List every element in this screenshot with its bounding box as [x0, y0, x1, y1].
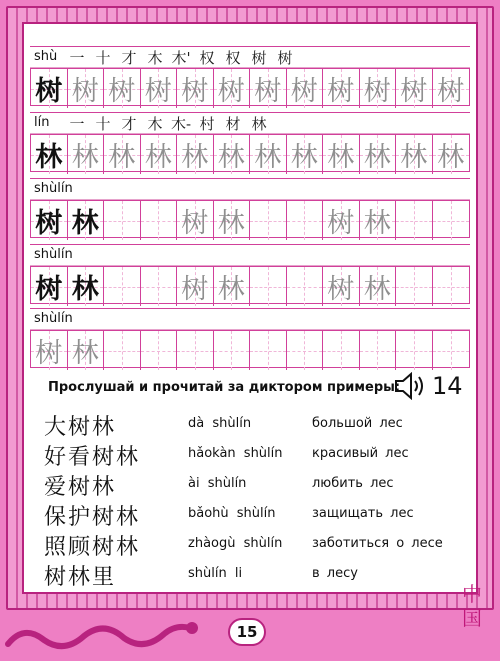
grid-cell[interactable]	[31, 135, 68, 174]
stroke-step: 林	[251, 115, 267, 133]
practice-character: 树	[144, 76, 172, 107]
practice-character: 林	[437, 142, 465, 173]
practice-character: 树	[181, 76, 209, 107]
character-grid	[30, 68, 470, 106]
grid-cell[interactable]	[104, 135, 141, 174]
grid-cell[interactable]	[214, 201, 251, 240]
practice-character: 林	[71, 208, 99, 239]
practice-character: 树	[35, 208, 63, 239]
grid-cell[interactable]	[68, 135, 105, 174]
page-number: 15	[228, 618, 266, 646]
grid-cell[interactable]	[323, 267, 360, 306]
grid-cell[interactable]	[250, 135, 287, 174]
practice-character: 林	[144, 142, 172, 173]
example-hanzi: 照顾树林	[44, 535, 141, 560]
grid-cell[interactable]	[68, 331, 105, 370]
grid-cell[interactable]	[396, 331, 433, 370]
stroke-step: 木'	[171, 49, 191, 67]
practice-character: 林	[400, 142, 428, 173]
grid-cell[interactable]	[360, 201, 397, 240]
stroke-order	[66, 47, 296, 69]
practice-character: 树	[327, 76, 355, 107]
practice-character: 树	[108, 76, 136, 107]
instruction-text: Прослушай и прочитай за диктором примеры:	[48, 380, 401, 395]
dragon-decoration	[4, 614, 204, 658]
grid-cell[interactable]	[177, 69, 214, 108]
practice-character: 林	[327, 142, 355, 173]
character-grid	[30, 330, 470, 368]
practice-character: 林	[71, 274, 99, 305]
grid-cell[interactable]	[214, 331, 251, 370]
practice-character: 树	[290, 76, 318, 107]
grid-cell[interactable]	[31, 69, 68, 108]
stroke-step: 树	[277, 49, 293, 67]
stroke-step: 十	[95, 115, 111, 133]
grid-cell[interactable]	[104, 69, 141, 108]
grid-cell[interactable]	[360, 267, 397, 306]
grid-cell[interactable]	[360, 69, 397, 108]
practice-character: 树	[181, 208, 209, 239]
grid-cell[interactable]	[323, 331, 360, 370]
grid-cell[interactable]	[323, 201, 360, 240]
grid-cell[interactable]	[104, 201, 141, 240]
stroke-step: 十	[95, 49, 111, 67]
pinyin-line	[30, 112, 470, 134]
row-pinyin: shù	[34, 49, 58, 64]
stroke-step: 木	[147, 49, 163, 67]
practice-character: 树	[35, 76, 63, 107]
example-pinyin: zhàogù shùlín	[188, 536, 283, 551]
grid-cell[interactable]	[287, 331, 324, 370]
grid-cell[interactable]	[31, 267, 68, 306]
grid-cell[interactable]	[31, 201, 68, 240]
practice-character: 树	[254, 76, 282, 107]
grid-cell[interactable]	[141, 331, 178, 370]
grid-cell[interactable]	[396, 201, 433, 240]
speaker-icon	[394, 372, 428, 400]
practice-character: 树	[35, 274, 63, 305]
grid-cell[interactable]	[250, 267, 287, 306]
example-row	[44, 470, 464, 500]
grid-cell[interactable]	[287, 201, 324, 240]
pinyin-line	[30, 178, 470, 200]
audio-track-number: 14	[432, 372, 463, 400]
example-pinyin: shùlín li	[188, 566, 243, 581]
example-russian: любить лес	[312, 476, 394, 491]
grid-cell[interactable]	[250, 201, 287, 240]
practice-character: 林	[363, 142, 391, 173]
pinyin-line	[30, 308, 470, 330]
grid-cell[interactable]	[68, 69, 105, 108]
grid-cell[interactable]	[250, 69, 287, 108]
stroke-step: 才	[121, 115, 137, 133]
example-row	[44, 530, 464, 560]
practice-character: 树	[400, 76, 428, 107]
grid-cell[interactable]	[396, 267, 433, 306]
grid-cell[interactable]	[250, 331, 287, 370]
stroke-step: 木-	[170, 115, 192, 133]
stroke-step: 村	[199, 115, 215, 133]
grid-cell[interactable]	[433, 267, 470, 306]
example-pinyin: dà shùlín	[188, 416, 252, 431]
grid-cell[interactable]	[396, 69, 433, 108]
practice-character: 林	[363, 274, 391, 305]
stroke-step: 一	[69, 115, 85, 133]
example-russian: большой лес	[312, 416, 403, 431]
stroke-step: 一	[69, 49, 85, 67]
grid-cell[interactable]	[360, 331, 397, 370]
grid-cell[interactable]	[433, 331, 470, 370]
example-row	[44, 500, 464, 530]
practice-character: 林	[217, 208, 245, 239]
example-hanzi: 保护树林	[44, 505, 141, 530]
practice-character: 林	[71, 142, 99, 173]
row-pinyin: shùlín	[34, 181, 73, 196]
practice-character: 林	[290, 142, 318, 173]
practice-character: 林	[71, 338, 99, 369]
grid-cell[interactable]	[287, 267, 324, 306]
practice-character: 树	[327, 208, 355, 239]
example-pinyin: hǎokàn shùlín	[188, 446, 283, 461]
row-pinyin: lín	[34, 115, 50, 130]
corner-mark: 中国	[462, 582, 482, 630]
example-row	[44, 560, 464, 590]
grid-cell[interactable]	[141, 135, 178, 174]
grid-cell[interactable]	[177, 267, 214, 306]
grid-cell[interactable]	[287, 135, 324, 174]
grid-cell[interactable]	[214, 69, 251, 108]
example-russian: заботиться о лесе	[312, 536, 443, 551]
practice-character: 树	[181, 274, 209, 305]
grid-cell[interactable]	[177, 331, 214, 370]
stroke-step: 权	[225, 49, 241, 67]
example-pinyin: bǎohù shùlín	[188, 506, 276, 521]
row-pinyin: shùlín	[34, 247, 73, 262]
character-grid	[30, 134, 470, 172]
example-pinyin: ài shùlín	[188, 476, 247, 491]
character-grid	[30, 266, 470, 304]
grid-cell[interactable]	[104, 331, 141, 370]
practice-character: 林	[108, 142, 136, 173]
practice-character: 树	[437, 76, 465, 107]
practice-character: 树	[71, 76, 99, 107]
example-hanzi: 树林里	[44, 565, 117, 590]
grid-cell[interactable]	[31, 331, 68, 370]
practice-character: 林	[217, 274, 245, 305]
row-pinyin: shùlín	[34, 311, 73, 326]
pinyin-line	[30, 46, 470, 68]
grid-cell[interactable]	[360, 135, 397, 174]
stroke-step: 权	[199, 49, 215, 67]
grid-cell[interactable]	[433, 69, 470, 108]
example-hanzi: 大树林	[44, 415, 117, 440]
grid-cell[interactable]	[396, 135, 433, 174]
grid-cell[interactable]	[141, 201, 178, 240]
example-russian: защищать лес	[312, 506, 414, 521]
practice-character: 树	[217, 76, 245, 107]
grid-cell[interactable]	[214, 267, 251, 306]
example-russian: красивый лес	[312, 446, 409, 461]
grid-cell[interactable]	[177, 201, 214, 240]
character-grid	[30, 200, 470, 238]
grid-cell[interactable]	[287, 69, 324, 108]
grid-cell[interactable]	[433, 201, 470, 240]
grid-cell[interactable]	[68, 201, 105, 240]
grid-cell[interactable]	[177, 135, 214, 174]
pinyin-line	[30, 244, 470, 266]
stroke-step: 材	[225, 115, 241, 133]
example-hanzi: 爱树林	[44, 475, 117, 500]
practice-character: 林	[181, 142, 209, 173]
practice-character: 树	[327, 274, 355, 305]
practice-character: 林	[254, 142, 282, 173]
stroke-step: 才	[121, 49, 137, 67]
grid-cell[interactable]	[323, 135, 360, 174]
practice-character: 林	[35, 142, 63, 173]
grid-cell[interactable]	[214, 135, 251, 174]
practice-character: 树	[363, 76, 391, 107]
stroke-step: 木	[147, 115, 163, 133]
grid-cell[interactable]	[68, 267, 105, 306]
practice-character: 林	[217, 142, 245, 173]
audio-track[interactable]	[394, 372, 463, 400]
example-row	[44, 410, 464, 440]
grid-cell[interactable]	[141, 267, 178, 306]
grid-cell[interactable]	[323, 69, 360, 108]
example-hanzi: 好看树林	[44, 445, 141, 470]
grid-cell[interactable]	[104, 267, 141, 306]
example-row	[44, 440, 464, 470]
grid-cell[interactable]	[141, 69, 178, 108]
example-russian: в лесу	[312, 566, 358, 581]
stroke-order	[66, 113, 270, 135]
stroke-step: 树	[251, 49, 267, 67]
practice-character: 树	[35, 338, 63, 369]
grid-cell[interactable]	[433, 135, 470, 174]
practice-character: 林	[363, 208, 391, 239]
